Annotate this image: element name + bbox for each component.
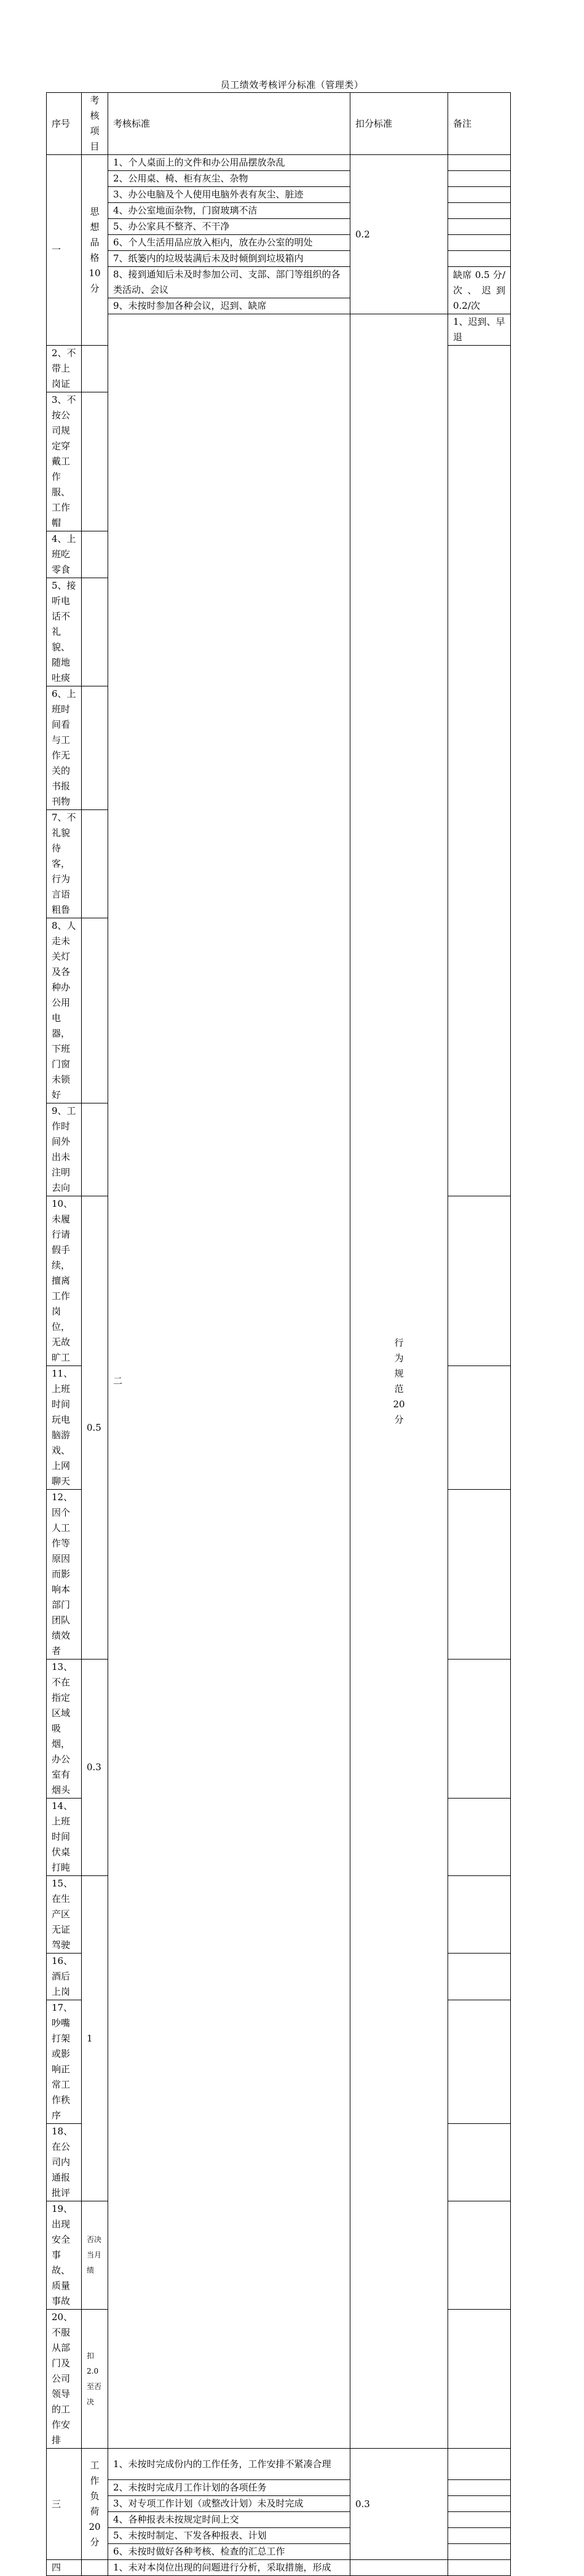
remark xyxy=(448,2544,511,2560)
remark xyxy=(448,187,511,203)
criterion: 6、未按时做好各种考核、检查的汇总工作 xyxy=(108,2544,350,2560)
remark xyxy=(448,1196,511,1366)
criterion: 11、上班时间玩电脑游戏、上网聊天 xyxy=(47,1366,82,1490)
section-item: 行 为 规 范 20 分 xyxy=(350,314,448,2449)
remark: 缺席 0.5 分/次 、 迟 到 0.2/次 xyxy=(448,267,511,314)
section-seq: 四 xyxy=(47,2560,82,2576)
remark xyxy=(448,2480,511,2496)
criterion: 20、不服从部门及公司领导的工作安排 xyxy=(47,2310,82,2449)
criterion: 2、不带上岗证 xyxy=(47,346,82,392)
criterion: 9、工作时间外出未注明去向 xyxy=(47,1103,82,1196)
criterion: 12、因个人工作等原因而影响本部门团队绩效者 xyxy=(47,1490,82,1660)
criterion: 17、吵嘴打架或影响正常工作秩序 xyxy=(47,2000,82,2124)
criterion: 15、在生产区无证驾驶 xyxy=(47,1876,82,1954)
remark xyxy=(82,531,108,578)
section-seq: 三 xyxy=(47,2449,82,2560)
criterion: 3、不按公司规定穿戴工作服、工作帽 xyxy=(47,392,82,531)
criterion: 19、出现安全事故、质量事故 xyxy=(47,2201,82,2310)
deduction: 0.5 xyxy=(82,1196,108,1660)
remark xyxy=(448,2528,511,2544)
header-standard: 考核标准 xyxy=(108,93,350,155)
deduction: 扣 2.0 至否决 xyxy=(82,2310,108,2449)
remark xyxy=(448,1799,511,1876)
criterion: 14、上班时间伏桌打盹 xyxy=(47,1799,82,1876)
table-row xyxy=(47,2560,511,2576)
remark xyxy=(82,1103,108,1196)
remark xyxy=(448,2310,511,2449)
remark xyxy=(448,2201,511,2310)
scoring-table xyxy=(46,92,511,2576)
remark xyxy=(448,2000,511,2124)
remark xyxy=(82,686,108,810)
remark xyxy=(448,1954,511,2000)
criterion: 2、未按时完成月工作计划的各项任务 xyxy=(108,2480,350,2496)
criterion: 4、上班吃零食 xyxy=(47,531,82,578)
table-row xyxy=(47,155,511,171)
section-item: 工 作 负 荷 20 分 xyxy=(82,2449,108,2560)
remark xyxy=(448,2512,511,2528)
header-row xyxy=(47,93,511,155)
criterion: 1、未按时完成份内的工作任务，工作安排不紧凑合理 xyxy=(108,2449,350,2480)
remark xyxy=(82,810,108,918)
criterion: 18、在公司内通报批评 xyxy=(47,2124,82,2201)
criterion: 3、对专项工作计划（或整改计划）未及时完成 xyxy=(108,2496,350,2512)
criterion: 7、不礼貌待客，行为言语粗鲁 xyxy=(47,810,82,918)
remark xyxy=(448,2560,511,2576)
remark xyxy=(448,1876,511,1954)
remark xyxy=(82,918,108,1103)
criterion: 8、人走未关灯及各种办公用电器，下班门窗未锁好 xyxy=(47,918,82,1103)
criterion: 2、公用桌、椅、柜有灰尘、杂物 xyxy=(108,171,350,187)
remark xyxy=(448,1490,511,1660)
criterion: 4、办公室地面杂物，门窗玻璃不洁 xyxy=(108,203,350,219)
deduction: 0.2 xyxy=(350,155,448,314)
deduction xyxy=(350,2560,448,2576)
remark xyxy=(448,1660,511,1799)
header-deduction: 扣分标准 xyxy=(350,93,448,155)
criterion: 8、接到通知后未及时参加公司、支部、部门等组织的各类活动、会议 xyxy=(108,267,350,298)
document-title: 员工绩效考核评分标准（管理类） xyxy=(220,79,364,90)
remark xyxy=(448,219,511,235)
criterion: 6、上班时间看与工作无关的书报刊物 xyxy=(47,686,82,810)
criterion: 7、纸篓内的垃圾装满后未及时倾倒到垃圾箱内 xyxy=(108,251,350,267)
section-seq: 一 xyxy=(47,155,82,346)
remark xyxy=(448,235,511,251)
remark xyxy=(448,1366,511,1490)
criterion: 4、各种报表未按规定时间上交 xyxy=(108,2512,350,2528)
remark xyxy=(448,251,511,267)
header-seq: 序号 xyxy=(47,93,82,155)
remark xyxy=(448,2124,511,2201)
criterion: 1、未对本岗位出现的问题进行分析，采取措施，形成 xyxy=(108,2560,350,2576)
section-seq: 二 xyxy=(108,314,350,2449)
criterion: 5、未按时制定、下发各种报表、计划 xyxy=(108,2528,350,2544)
remark xyxy=(448,2496,511,2512)
criterion: 5、办公家具不整齐、不干净 xyxy=(108,219,350,235)
criterion: 16、酒后上岗 xyxy=(47,1954,82,2000)
deduction: 否决当月绩 xyxy=(82,2201,108,2310)
remark xyxy=(82,578,108,686)
header-item: 考 核 项 目 xyxy=(82,93,108,155)
remark xyxy=(82,392,108,531)
criterion: 10、未履行请假手续，擅离工作岗位，无故旷工 xyxy=(47,1196,82,1366)
criterion: 9、未按时参加各种会议，迟到、缺席 xyxy=(108,298,350,314)
remark xyxy=(448,155,511,171)
table-row xyxy=(47,2449,511,2480)
criterion: 6、个人生活用品应放入柜内，放在办公室的明处 xyxy=(108,235,350,251)
remark xyxy=(448,203,511,219)
deduction: 1 xyxy=(82,1876,108,2201)
remark xyxy=(448,171,511,187)
remark xyxy=(448,2449,511,2480)
table-row xyxy=(47,314,511,346)
criterion: 13、不在指定区域吸烟，办公室有烟头 xyxy=(47,1660,82,1799)
criterion: 1、迟到、早退 xyxy=(448,314,511,346)
criterion: 5、接听电话不礼貌、随地吐痰 xyxy=(47,578,82,686)
header-remark: 备注 xyxy=(448,93,511,155)
section-item: 思 想 品 格 10 分 xyxy=(82,155,108,346)
criterion: 3、办公电脑及个人使用电脑外表有灰尘、脏迹 xyxy=(108,187,350,203)
criterion: 1、个人桌面上的文件和办公用品摆放杂乱 xyxy=(108,155,350,171)
deduction: 0.3 xyxy=(82,1660,108,1876)
section-item xyxy=(82,2560,108,2576)
deduction: 0.3 xyxy=(350,2449,448,2560)
remark xyxy=(82,346,108,392)
